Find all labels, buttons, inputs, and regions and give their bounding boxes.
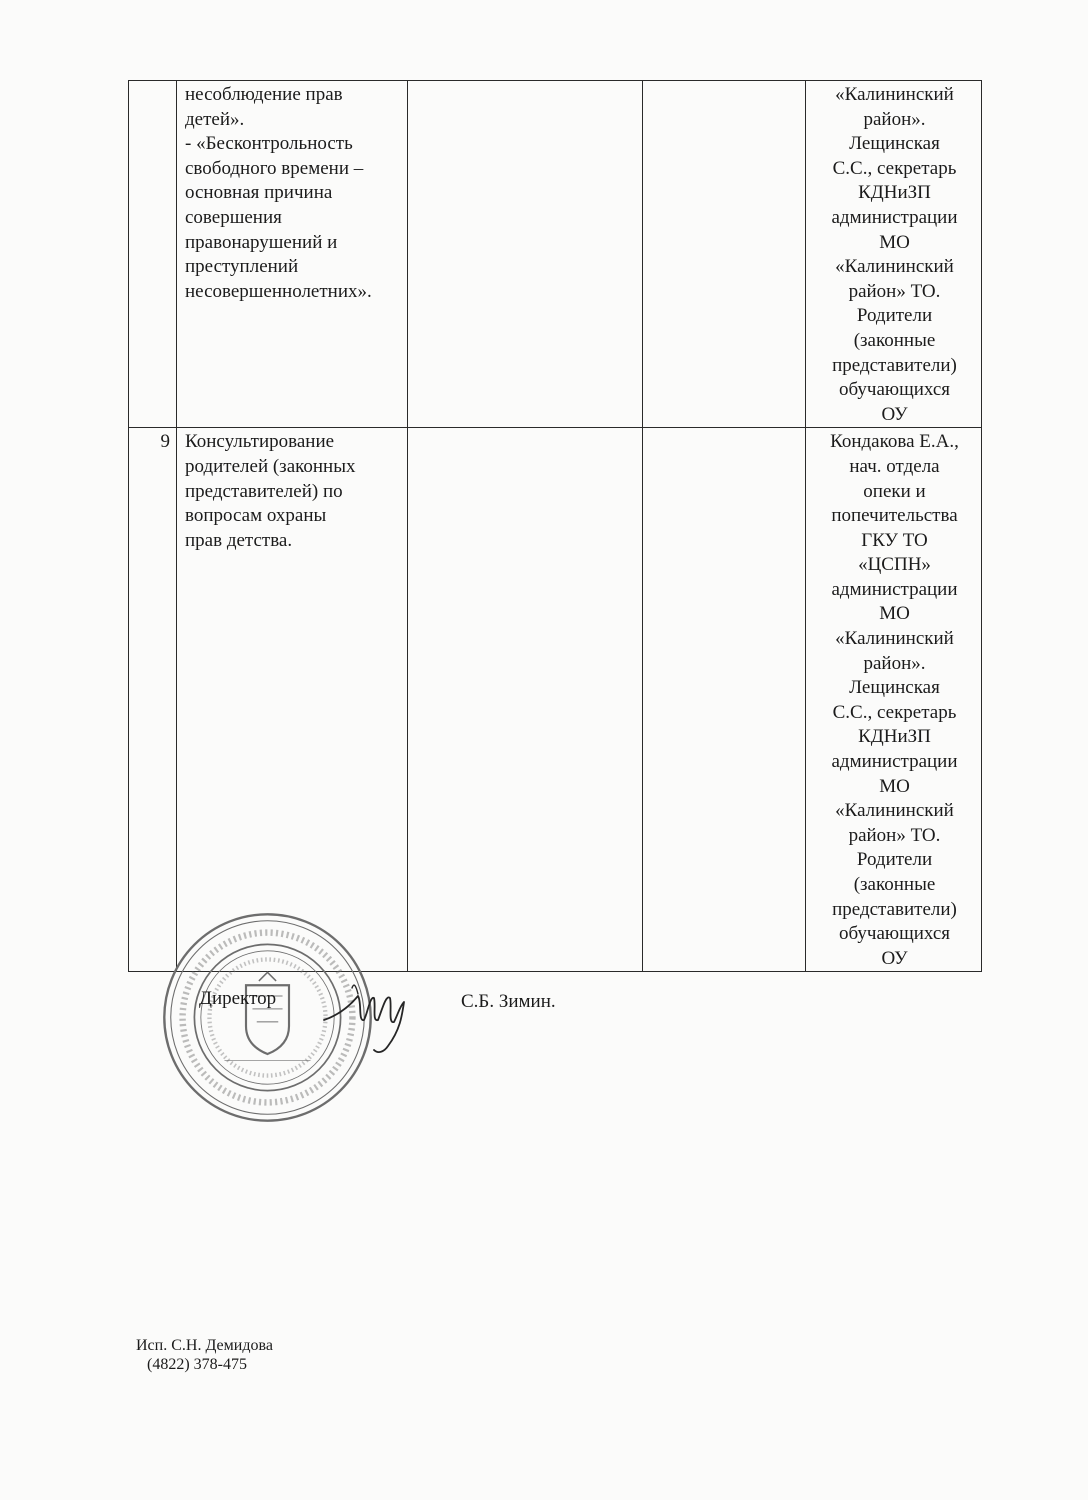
- responsible-line: представители): [832, 898, 957, 920]
- responsible-line: «Калининский: [835, 84, 954, 105]
- table-row: [129, 81, 982, 428]
- event-cell: [177, 81, 408, 428]
- responsible-line: МО: [879, 775, 910, 797]
- event-line: преступлений: [185, 256, 299, 278]
- responsible-line: обучающихся: [838, 923, 951, 945]
- responsible-line: район».: [863, 108, 926, 130]
- responsible-line: обучающихся: [838, 379, 951, 401]
- responsible-line: ОУ: [881, 403, 908, 425]
- event-line: - «Бесконтрольность: [185, 133, 353, 155]
- signatory-name: С.Б. Зимин.: [461, 991, 556, 1012]
- event-line: представителей) по: [185, 480, 343, 502]
- event-line: вопросам охраны: [185, 505, 327, 527]
- table-row: [129, 428, 982, 972]
- responsible-cell: [806, 81, 982, 428]
- responsible-line: «Калининский: [835, 800, 954, 822]
- responsible-cell: [806, 428, 982, 972]
- responsible-line: ГКУ ТО: [861, 529, 928, 551]
- date-cell: [408, 428, 643, 972]
- responsible-line: ОУ: [881, 947, 908, 969]
- responsible-line: администрации: [831, 578, 958, 600]
- executor-phone: (4822) 378-475: [147, 1356, 247, 1373]
- responsible-line: С.С., секретарь: [832, 157, 957, 179]
- event-line: несоблюдение прав: [185, 84, 343, 105]
- responsible-line: Кондакова Е.А.,: [830, 431, 959, 453]
- responsible-line: МО: [879, 231, 910, 253]
- responsible-line: Лещинская: [849, 677, 940, 699]
- responsible-line: нач. отдела: [849, 455, 940, 477]
- executor-block: [136, 1336, 273, 1374]
- event-line: прав детства.: [185, 529, 293, 551]
- event-line: детей».: [185, 108, 245, 130]
- responsible-line: администрации: [831, 751, 958, 773]
- executor-name: Исп. С.Н. Демидова: [136, 1337, 273, 1354]
- responsible-line: «ЦСПН»: [858, 554, 931, 576]
- responsible-line: попечительства: [831, 505, 958, 527]
- responsible-line: Родители: [856, 305, 933, 327]
- responsible-line: МО: [879, 603, 910, 625]
- event-line: свободного времени –: [185, 157, 364, 179]
- responsible-line: представители): [832, 354, 957, 376]
- responsible-line: «Калининский: [835, 256, 954, 278]
- place-cell: [643, 81, 806, 428]
- event-line: основная причина: [185, 182, 333, 204]
- responsible-line: администрации: [831, 206, 958, 228]
- events-table: [128, 80, 982, 972]
- event-line: совершения: [185, 206, 282, 228]
- responsible-line: (законные: [853, 874, 936, 895]
- event-line: правонарушений и: [185, 231, 338, 253]
- event-line: Консультирование: [185, 431, 335, 453]
- signatory-title: Директор: [199, 988, 277, 1009]
- row-number: [129, 81, 177, 428]
- responsible-line: «Калининский: [835, 628, 954, 650]
- event-cell: [177, 428, 408, 972]
- responsible-line: Лещинская: [849, 133, 940, 155]
- responsible-line: (законные: [853, 329, 936, 351]
- event-line: несовершеннолетних».: [185, 280, 372, 302]
- signature-icon: [318, 972, 418, 1058]
- responsible-line: опеки и: [863, 480, 926, 502]
- responsible-line: район» ТО.: [848, 824, 941, 846]
- event-line: родителей (законных: [185, 455, 356, 477]
- row-number: 9: [129, 428, 177, 972]
- place-cell: [643, 428, 806, 972]
- responsible-line: КДНиЗП: [858, 182, 931, 204]
- responsible-line: С.С., секретарь: [832, 701, 957, 723]
- responsible-line: Родители: [856, 849, 933, 871]
- responsible-line: район» ТО.: [848, 280, 941, 302]
- responsible-line: район».: [863, 652, 926, 674]
- date-cell: [408, 81, 643, 428]
- responsible-line: КДНиЗП: [858, 726, 931, 748]
